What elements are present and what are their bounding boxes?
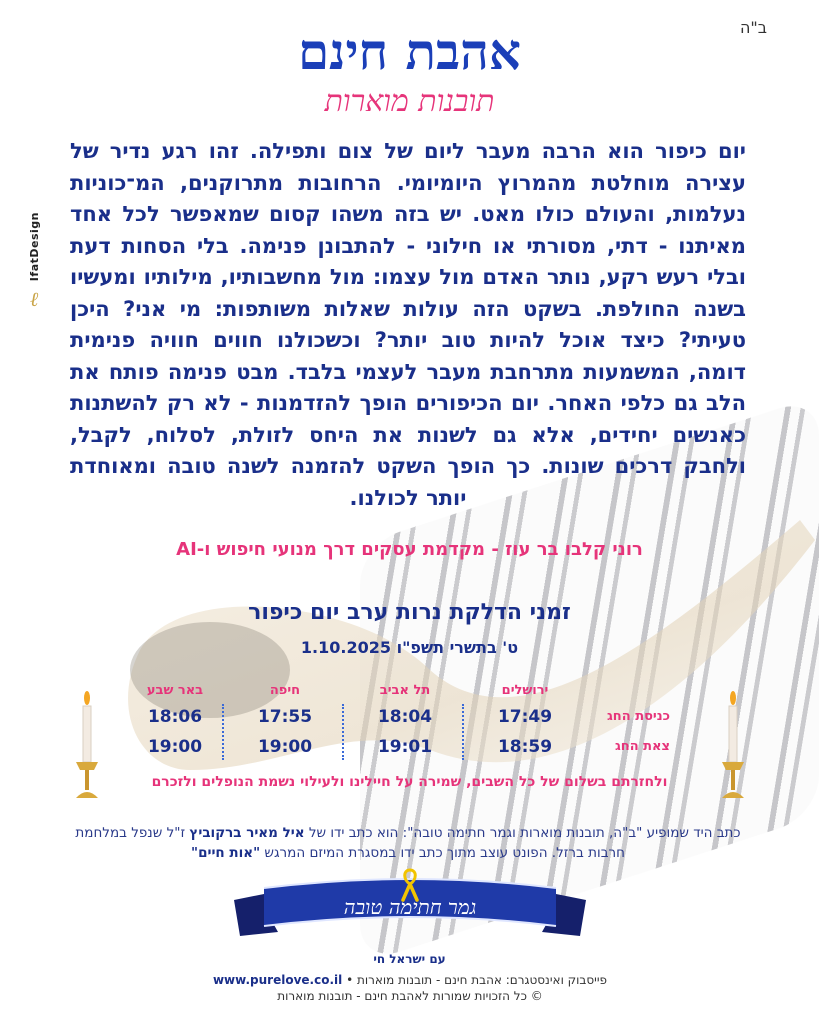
- credit-name: איל מאיר ברקוביץ: [189, 825, 305, 841]
- candle-times-title: זמני הדלקת נרות ערב יום כיפור: [248, 600, 571, 625]
- exit-time: 19:01: [377, 737, 433, 757]
- column-divider: [342, 704, 344, 760]
- article-author: רוני קלבו בר עוז - מקדמת עסקים דרך מנועי חיפוש ו-AI: [176, 539, 643, 560]
- bracha-mark: ב"ה: [739, 18, 767, 37]
- city-column: [230, 680, 340, 764]
- entry-time: 18:06: [147, 707, 203, 727]
- row-label-entry: כניסת החג: [607, 709, 670, 724]
- row-labels: [590, 680, 670, 764]
- entry-time: 17:55: [257, 707, 313, 727]
- page-subtitle: תובנות מוארות: [324, 84, 495, 119]
- city-column: [470, 680, 580, 764]
- banner-text: גמר חתימה טובה: [343, 895, 477, 919]
- candle-times-table: [130, 680, 670, 764]
- dedication-wish: ולחזרתם בשלום של כל השבים, שמירה על חיילינו ולעילוי נשמת הנופלים ולזכרם: [151, 774, 668, 790]
- city-name: ירושלים: [501, 683, 549, 698]
- handwriting-credit: [70, 823, 746, 863]
- exit-time: 19:00: [147, 737, 203, 757]
- footer: [160, 972, 660, 1004]
- city-name: חיפה: [269, 683, 301, 698]
- credit-text-1: כתב היד שמופיע "ב"ה, תובנות מוארות וגמר חתימה טובה": הוא כתב ידו של: [304, 825, 741, 841]
- row-label-exit: צאת החג: [614, 739, 670, 754]
- city-name: באר שבע: [146, 683, 204, 698]
- exit-time: 18:59: [497, 737, 553, 757]
- page-title: אהבת חינם: [297, 22, 522, 81]
- city-column: [130, 680, 220, 764]
- column-divider: [222, 704, 224, 760]
- brand-name: IfatDesign: [27, 212, 41, 282]
- city-name: תל אביב: [379, 683, 431, 698]
- copyright: © כל הזכויות שמורות לאהבת חינם - תובנות מוארות: [277, 989, 543, 1003]
- article-paragraph: יום כיפור הוא הרבה מעבר ליום של צום ותפילה. זהו רגע נדיר של עצירה מוחלטת מהמרוץ היומיומי. הרחובות מתרוקנים, המ־כוניות נעלמות, והעולם כולו מאט. יש בזה משהו קסום שמאפשר לכל אחד מאיתנו - דתי, מסורתי או חילוני - להתבונן פנימה. בלי הסחות דעת ובלי רעש רקע, נותר האדם מול עצמו: מול מחשבותיו, מילותיו ומעשיו בשנה החולפת. בשקט הזה עולות שאלות משותפות: מי אני? היכן טעיתי? כיצד אוכל להיות טוב יותר? וכשכולנו חווים חוויה פנימית דומה, המשמעות מתרחבת מעבר לעצמי בלבד. מבט פנימה פותח את הלב גם כלפי האחר. יום הכיפורים הופך להזדמנות - לא רק להשתנות כאנשים יחידים, אלא גם לשנות את היחס לזולת, לסלוח, לקבל, ולחבק דרכים שונות. כך הופך השקט להזמנה לשנה טובה ומאוחדת יותר לכולנו.: [70, 139, 746, 510]
- entry-time: 17:49: [497, 707, 553, 727]
- side-brand: [24, 212, 44, 332]
- credit-text-2: ז"ל שנפל במלחמת חרבות ברזל. הפונט עוצב מתוך כתב ידו במסגרת המיזם המרגש: [75, 825, 625, 861]
- social-text: פייסבוק ואינסטגרם: אהבת חינם - תובנות מוארות •: [346, 973, 608, 987]
- website-link[interactable]: www.purelove.co.il: [212, 973, 343, 987]
- footer-line: [160, 972, 660, 988]
- organization-tag: עם ישראל חי: [373, 952, 446, 966]
- column-divider: [462, 704, 464, 760]
- brand-logo-icon: ℓ: [29, 287, 39, 312]
- city-column: [350, 680, 460, 764]
- entry-time: 18:04: [377, 707, 433, 727]
- candle-times-date: ט' בתשרי תשפ"ו 1.10.2025: [300, 638, 519, 657]
- credit-project: "אות חיים": [191, 845, 261, 861]
- exit-time: 19:00: [257, 737, 313, 757]
- yellow-ribbon-icon: [400, 868, 420, 902]
